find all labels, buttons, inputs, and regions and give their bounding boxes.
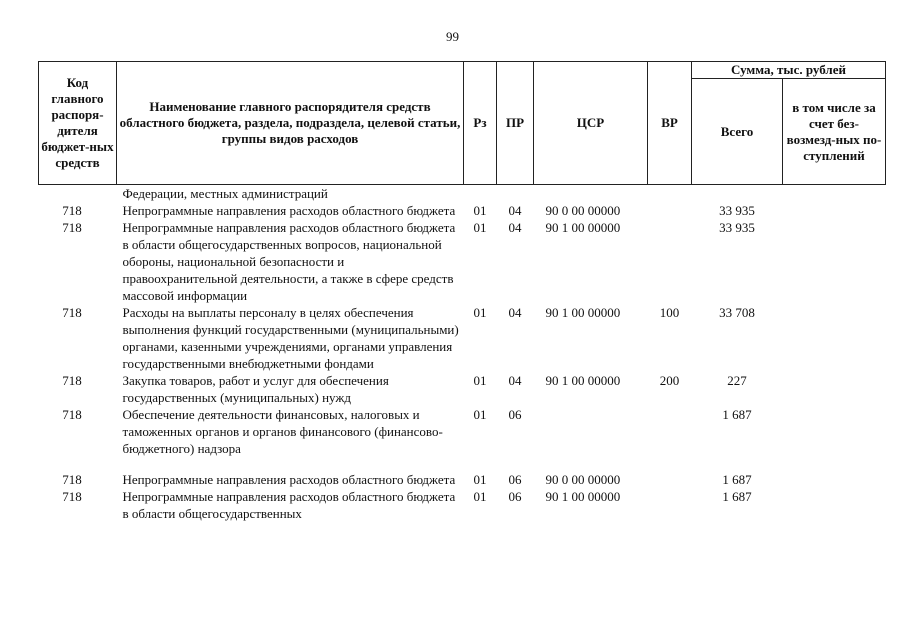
cell-grants: [783, 202, 886, 219]
header-grants: в том числе за счет без-возмезд-ных по-ступлений: [783, 79, 886, 185]
table-row: [39, 219, 886, 304]
header-total: Всего: [692, 79, 783, 185]
cell-name: Расходы на выплаты персоналу в целях обеспечения выполнения функций государственными (муниципальными) органами, казенными учреждениями, органами управления государственными внебюджетными фондами: [122, 305, 459, 371]
header-csr: ЦСР: [534, 62, 648, 185]
table-row: [39, 372, 886, 406]
page-number: 99: [446, 29, 459, 44]
cell-total: 33 935: [719, 203, 755, 218]
header-name: Наименование главного распорядителя средств областного бюджета, раздела, подраздела, целевой статьи, группы видов расходов: [117, 62, 464, 185]
cell-rz: 01: [473, 305, 487, 320]
table-row: [39, 185, 886, 203]
header-pr: ПР: [497, 62, 534, 185]
cell-total: 1 687: [722, 407, 752, 422]
cell-vr: [648, 202, 692, 219]
cell-pr: 04: [508, 373, 522, 388]
cell-csr: 90 1 00 00000: [545, 489, 621, 504]
cell-pr: 04: [508, 203, 522, 218]
cell-code: 718: [62, 472, 82, 487]
header-vr: ВР: [648, 62, 692, 185]
cell-grants: [783, 304, 886, 372]
cell-code: 718: [62, 203, 82, 218]
cell-rz: 01: [473, 203, 487, 218]
cell-pr: 04: [508, 305, 522, 320]
cell-pr: [497, 185, 534, 203]
cell-vr: 200: [659, 373, 680, 388]
header-row: [39, 62, 886, 79]
cell-grants: [783, 219, 886, 304]
cell-rz: 01: [473, 373, 487, 388]
cell-total: 33 935: [719, 220, 755, 235]
cell-total: 33 708: [719, 305, 755, 320]
table-row: [39, 304, 886, 372]
cell-grants: [783, 185, 886, 203]
header-sum: Сумма, тыс. рублей: [692, 62, 886, 79]
cell-vr: [648, 406, 692, 457]
cell-grants: [783, 488, 886, 522]
cell-total: 1 687: [722, 472, 752, 487]
table-row: [39, 488, 886, 522]
cell-name: Федерации, местных администраций: [122, 186, 328, 201]
cell-code: 718: [62, 220, 82, 235]
cell-csr: 90 1 00 00000: [545, 373, 621, 388]
cell-total: 1 687: [722, 489, 752, 504]
cell-name: Обеспечение деятельности финансовых, налоговых и таможенных органов и органов финансового (финансово-бюджетного) надзора: [122, 407, 443, 456]
cell-csr: 90 0 00 00000: [545, 472, 621, 487]
cell-grants: [783, 372, 886, 406]
cell-csr: [534, 406, 648, 457]
cell-pr: 06: [508, 489, 522, 504]
cell-pr: 06: [508, 472, 522, 487]
table-row: [39, 202, 886, 219]
cell-rz: 01: [473, 220, 487, 235]
cell-code: 718: [62, 305, 82, 320]
cell-name: Непрограммные направления расходов областного бюджета в области общегосударственных: [122, 489, 456, 521]
cell-rz: 01: [473, 489, 487, 504]
cell-grants: [783, 406, 886, 457]
cell-name: Непрограммные направления расходов областного бюджета: [122, 472, 456, 487]
cell-pr: 06: [508, 407, 522, 422]
cell-vr: [648, 219, 692, 304]
cell-csr: [534, 185, 648, 203]
cell-csr: 90 0 00 00000: [545, 203, 621, 218]
table-row: [39, 406, 886, 457]
budget-table: [38, 61, 886, 522]
cell-code: 718: [62, 373, 82, 388]
cell-csr: 90 1 00 00000: [545, 305, 621, 320]
cell-total: [692, 185, 783, 203]
cell-grants: [783, 457, 886, 488]
cell-name: Непрограммные направления расходов областного бюджета в области общегосударственных вопросов, национальной обороны, национальной безопасности и правоохранительной деятельности, а также в сфере средств массовой информации: [122, 220, 456, 303]
cell-rz: 01: [473, 472, 487, 487]
cell-rz: 01: [473, 407, 487, 422]
table-row: [39, 457, 886, 488]
cell-code: [39, 185, 117, 203]
cell-name: Непрограммные направления расходов областного бюджета: [122, 203, 456, 218]
cell-pr: 04: [508, 220, 522, 235]
cell-vr: 100: [659, 305, 680, 320]
cell-total: 227: [727, 373, 747, 388]
cell-vr: [648, 185, 692, 203]
table-body: [39, 185, 886, 523]
header-rz: Рз: [464, 62, 497, 185]
cell-code: 718: [62, 489, 82, 504]
cell-rz: [464, 185, 497, 203]
cell-csr: 90 1 00 00000: [545, 220, 621, 235]
cell-code: 718: [62, 407, 82, 422]
header-code: Код главного распоря-дителя бюджет-ных средств: [39, 62, 117, 185]
cell-name: Закупка товаров, работ и услуг для обеспечения государственных (муниципальных) нужд: [122, 373, 389, 405]
cell-vr: [648, 488, 692, 522]
cell-vr: [648, 457, 692, 488]
